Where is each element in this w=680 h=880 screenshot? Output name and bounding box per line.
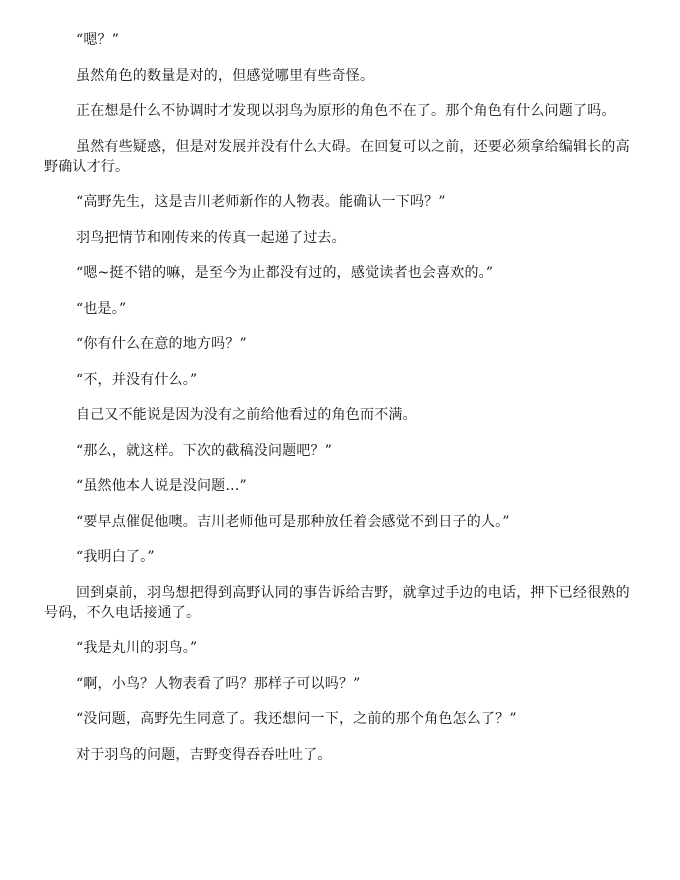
paragraph-20: 对于羽鸟的问题，吉野变得吞吞吐吐了。: [76, 746, 332, 763]
paragraph-9: “你有什么在意的地方吗？”: [76, 336, 247, 352]
paragraph-14: “要早点催促他噢。吉川老师他可是那种放任着会感觉不到日子的人。”: [76, 513, 510, 530]
paragraph-6: 羽鸟把情节和刚传来的传真一起递了过去。: [76, 229, 346, 246]
paragraph-18: “啊，小鸟？人物表看了吗？那样子可以吗？”: [76, 675, 361, 692]
paragraph-7: “嗯~挺不错的嘛，是至今为止都没有过的，感觉读者也会喜欢的。”: [76, 265, 494, 281]
paragraph-13: “虽然他本人说是没问题…”: [76, 478, 247, 494]
paragraph-17: “我是丸川的羽鸟。”: [76, 640, 198, 656]
paragraph-15: “我明白了。”: [76, 549, 155, 565]
paragraph-1: “嗯？”: [76, 32, 120, 48]
paragraph-3: 正在想是什么不协调时才发现以羽鸟为原形的角色不在了。那个角色有什么问题了吗。: [76, 103, 616, 119]
paragraph-5: “高野先生，这是吉川老师新作的人物表。能确认一下吗？”: [76, 194, 446, 210]
paragraph-12: “那么，就这样。下次的截稿没问题吧？”: [76, 442, 333, 459]
paragraph-16: 回到桌前，羽鸟想把得到高野认同的事告诉给吉野，就拿过手边的电话，押下已经很熟的号码，不久电话接通了。: [44, 584, 630, 621]
paragraph-4: 虽然有些疑惑，但是对发展并没有什么大碍。在回复可以之前，还要必须拿给编辑长的高野确认才行。: [44, 138, 630, 175]
paragraph-19: “没问题，高野先生同意了。我还想问一下，之前的那个角色怎么了？”: [76, 711, 517, 727]
paragraph-8: “也是。”: [76, 300, 127, 317]
paragraph-10: “不，并没有什么。”: [76, 371, 198, 388]
paragraph-11: 自己又不能说是因为没有之前给他看过的角色而不满。: [76, 407, 417, 423]
paragraph-2: 虽然角色的数量是对的，但感觉哪里有些奇怪。: [76, 67, 375, 84]
